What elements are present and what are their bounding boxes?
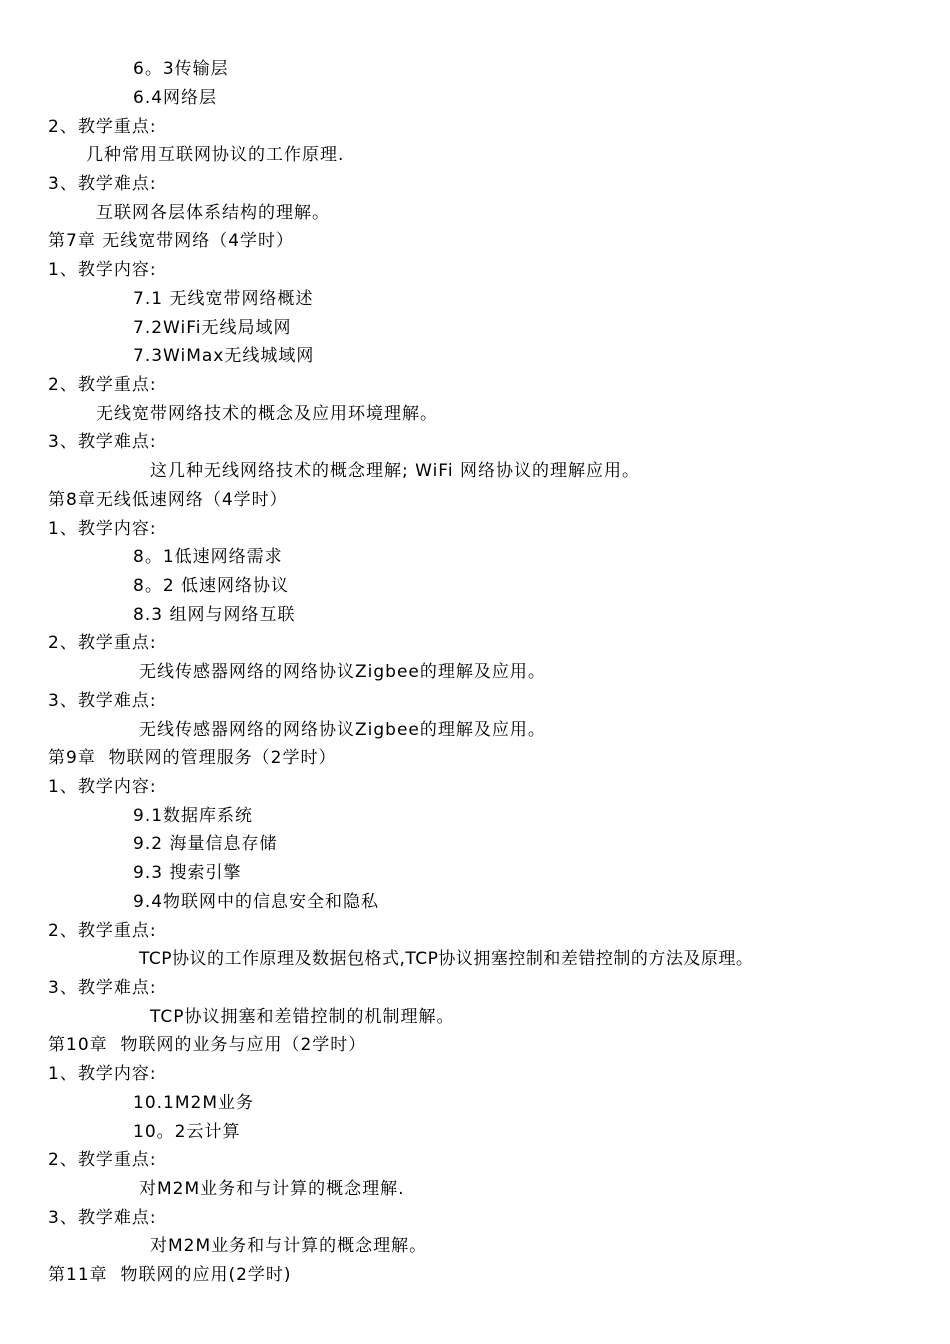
body-text: 无线传感器网络的网络协议Zigbee的理解及应用。: [139, 720, 546, 740]
body-text: 互联网各层体系结构的理解。: [96, 203, 330, 223]
section-label: 2、教学重点:: [48, 921, 157, 941]
chapter-heading: 第7章 无线宽带网络（4学时）: [48, 231, 295, 251]
item-line: 8.3 组网与网络互联: [133, 605, 296, 625]
section-label: 3、教学难点:: [48, 1208, 157, 1228]
body-text: TCP协议拥塞和差错控制的机制理解。: [150, 1007, 455, 1027]
section-label: 2、教学重点:: [48, 375, 157, 395]
item-line: 7.3WiMax无线城域网: [133, 346, 315, 366]
chapter-heading: 第9章 物联网的管理服务（2学时）: [48, 748, 337, 768]
section-label: 2、教学重点:: [48, 117, 157, 137]
body-text: 无线宽带网络技术的概念及应用环境理解。: [96, 404, 438, 424]
chapter-heading: 第8章无线低速网络（4学时）: [48, 490, 288, 510]
section-label: 3、教学难点:: [48, 978, 157, 998]
item-line: 10.1M2M业务: [133, 1093, 255, 1113]
body-text: 对M2M业务和与计算的概念理解.: [139, 1179, 405, 1199]
section-label: 3、教学难点:: [48, 174, 157, 194]
item-line: 6.4网络层: [133, 88, 218, 108]
section-label: 1、教学内容:: [48, 260, 157, 280]
item-line: 10。2云计算: [133, 1122, 241, 1142]
item-line: 6。3传输层: [133, 59, 229, 79]
chapter-heading: 第11章 物联网的应用(2学时): [48, 1265, 292, 1285]
item-line: 9.3 搜索引擎: [133, 863, 242, 883]
section-label: 1、教学内容:: [48, 519, 157, 539]
item-line: 9.1数据库系统: [133, 806, 254, 826]
body-text: 这几种无线网络技术的概念理解; WiFi 网络协议的理解应用。: [150, 461, 640, 481]
section-label: 3、教学难点:: [48, 432, 157, 452]
section-label: 1、教学内容:: [48, 777, 157, 797]
section-label: 2、教学重点:: [48, 633, 157, 653]
item-line: 8。1低速网络需求: [133, 547, 283, 567]
item-line: 9.2 海量信息存储: [133, 834, 278, 854]
section-label: 3、教学难点:: [48, 691, 157, 711]
body-text: TCP协议的工作原理及数据包格式,TCP协议拥塞控制和差错控制的方法及原理。: [139, 949, 754, 969]
body-text: 几种常用互联网协议的工作原理.: [86, 145, 345, 165]
item-line: 8。2 低速网络协议: [133, 576, 290, 596]
section-label: 1、教学内容:: [48, 1064, 157, 1084]
body-text: 对M2M业务和与计算的概念理解。: [150, 1236, 428, 1256]
item-line: 7.2WiFi无线局域网: [133, 318, 292, 338]
body-text: 无线传感器网络的网络协议Zigbee的理解及应用。: [139, 662, 546, 682]
item-line: 9.4物联网中的信息安全和隐私: [133, 892, 380, 912]
section-label: 2、教学重点:: [48, 1150, 157, 1170]
item-line: 7.1 无线宽带网络概述: [133, 289, 314, 309]
chapter-heading: 第10章 物联网的业务与应用（2学时）: [48, 1035, 367, 1055]
